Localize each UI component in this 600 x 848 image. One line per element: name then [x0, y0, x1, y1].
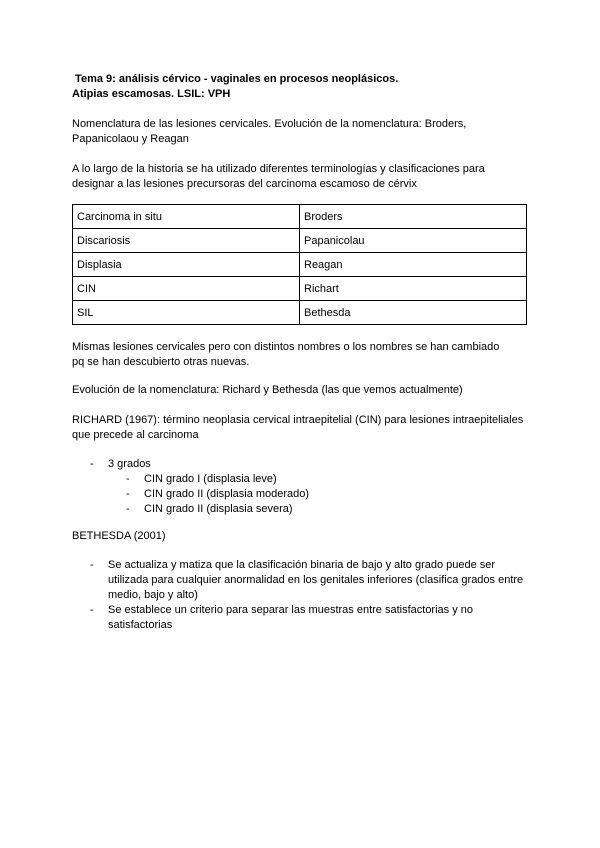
- bethesda-item: Se actualiza y matiza que la clasificación binaria de bajo y alto grado puede ser utilizada para cualquier anormalidad en los genitales inferiores (clasifica grados entre medio, bajo y alto): [108, 559, 524, 601]
- table-cell-term: CIN: [73, 277, 300, 301]
- table-row: [73, 301, 527, 325]
- history-paragraph: A lo largo de la historia se ha utilizado diferentes terminologías y clasificaciones para designar a las lesiones precursoras del carcinoma escamoso de cérvix: [72, 163, 485, 190]
- bethesda-item: Se establece un criterio para separar las muestras entre satisfactorias y no satisfactorias: [108, 604, 474, 631]
- grades-label: 3 grados: [108, 458, 151, 470]
- table-cell-term: SIL: [73, 301, 300, 325]
- table-row: [73, 253, 527, 277]
- grade-item: CIN grado I (displasia leve): [144, 473, 277, 485]
- table-row: [73, 277, 527, 301]
- table-cell-term: Displasia: [73, 253, 300, 277]
- table-cell-author: Papanicolau: [300, 229, 527, 253]
- bethesda-heading: BETHESDA (2001): [72, 530, 166, 542]
- list-dash: -: [90, 458, 94, 470]
- list-dash: -: [90, 559, 94, 571]
- grades-list: [90, 457, 528, 472]
- grade-item: CIN grado II (displasia severa): [144, 503, 293, 515]
- table-cell-term: Discariosis: [73, 229, 300, 253]
- document-title: [72, 72, 532, 102]
- grade-item: CIN grado II (displasia moderado): [144, 488, 310, 500]
- table-row: [73, 205, 527, 229]
- evolution-paragraph: Evolución de la nomenclatura: Richard y Bethesda (las que vemos actualmente): [72, 384, 463, 396]
- list-item: [126, 502, 524, 517]
- table-cell-author: Richart: [300, 277, 527, 301]
- list-item: [126, 487, 524, 502]
- richard-paragraph: RICHARD (1967): término neoplasia cervical intraepitelial (CIN) para lesiones intraepiteliales que precede al carcinoma: [72, 414, 524, 441]
- title-line-1: Tema 9: análisis cérvico - vaginales en procesos neoplásicos.: [72, 73, 399, 85]
- list-dash: -: [126, 488, 130, 500]
- intro-paragraph: Nomenclatura de las lesiones cervicales. Evolución de la nomenclatura: Broders, Papanicolaou y Reagan: [72, 118, 467, 145]
- title-line-2: Atipias escamosas. LSIL: VPH: [72, 88, 231, 100]
- list-dash: -: [90, 604, 94, 616]
- table-cell-term: Carcinoma in situ: [73, 205, 300, 229]
- grades-sublist: [126, 472, 524, 517]
- list-item: [126, 472, 524, 487]
- list-dash: -: [126, 473, 130, 485]
- table-cell-author: Bethesda: [300, 301, 527, 325]
- table-cell-author: Broders: [300, 205, 527, 229]
- table-row: [73, 229, 527, 253]
- table-cell-author: Reagan: [300, 253, 527, 277]
- list-item: [90, 603, 536, 633]
- after-table-paragraph: Mismas lesiones cervicales pero con distintos nombres o los nombres se han cambiado pq se han descubierto otras nuevas.: [72, 341, 500, 368]
- bethesda-list: [90, 558, 536, 633]
- list-item: [90, 558, 536, 603]
- nomenclature-table: [72, 204, 527, 325]
- list-item: [90, 457, 528, 472]
- list-dash: -: [126, 503, 130, 515]
